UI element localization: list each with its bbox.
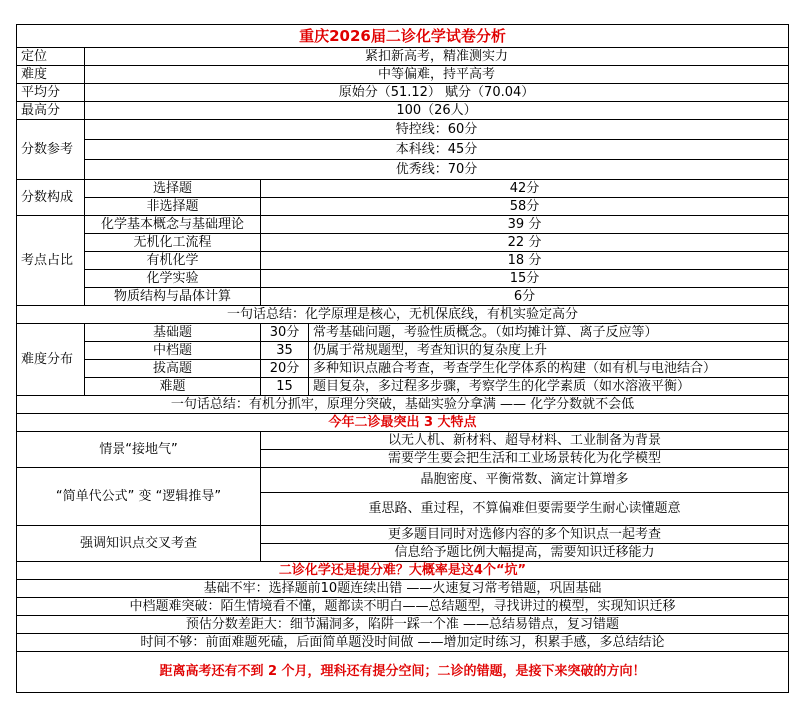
difficulty-level: 拔高题	[85, 360, 261, 378]
difficulty-level: 难题	[85, 378, 261, 396]
score-reference-label: 分数参考	[17, 120, 85, 180]
composition-score: 58分	[261, 198, 789, 216]
difficulty-level-row	[17, 378, 789, 396]
feature-label: 强调知识点交叉考查	[17, 526, 261, 562]
pitfall-item: 预估分数差距大：细节漏洞多，陷阱一踩一个准 ——总结易错点，复习错题	[17, 616, 789, 634]
difficulty-value: 中等偏难，持平高考	[85, 66, 789, 84]
positioning-label: 定位	[17, 48, 85, 66]
score-reference-line: 特控线：60分	[85, 120, 789, 140]
highest-row	[17, 102, 789, 120]
positioning-row	[17, 48, 789, 66]
positioning-value: 紧扣新高考，精准测实力	[85, 48, 789, 66]
difficulty-level: 基础题	[85, 324, 261, 342]
topic-score: 15分	[261, 270, 789, 288]
highest-label: 最高分	[17, 102, 85, 120]
composition-name: 选择题	[85, 180, 261, 198]
closing-note: 距离高考还有不到 2 个月，理科还有提分空间；二诊的错题，是接下来突破的方向！	[17, 652, 789, 693]
score-reference-row	[17, 160, 789, 180]
topic-score: 6分	[261, 288, 789, 306]
topic-score: 39 分	[261, 216, 789, 234]
topic-name: 化学基本概念与基础理论	[85, 216, 261, 234]
topic-row	[17, 270, 789, 288]
average-value: 原始分（51.12） 赋分（70.04）	[85, 84, 789, 102]
difficulty-distribution-label: 难度分布	[17, 324, 85, 396]
difficulty-score: 30分	[261, 324, 309, 342]
composition-score: 42分	[261, 180, 789, 198]
feature-point: 需要学生要会把生活和工业场景转化为化学模型	[261, 450, 789, 468]
topic-name: 无机化工流程	[85, 234, 261, 252]
topic-row	[17, 234, 789, 252]
feature-point: 信息给予题比例大幅提高，需要知识迁移能力	[261, 544, 789, 562]
pitfall-row	[17, 598, 789, 616]
pitfalls-title: 二诊化学还是提分难？大概率是这4个“坑”	[17, 562, 789, 580]
difficulty-row	[17, 66, 789, 84]
highest-value: 100（26人）	[85, 102, 789, 120]
score-reference-line: 本科线：45分	[85, 140, 789, 160]
section-title-row	[17, 414, 789, 432]
difficulty-desc: 仍属于常规题型，考查知识的复杂度上升	[309, 342, 789, 360]
section-title-row	[17, 562, 789, 580]
pitfall-item: 基础不牢：选择题前10题连续出错 ——火速复习常考错题，巩固基础	[17, 580, 789, 598]
composition-row	[17, 198, 789, 216]
difficulty-score: 35	[261, 342, 309, 360]
topic-row	[17, 288, 789, 306]
average-label: 平均分	[17, 84, 85, 102]
difficulty-desc: 题目复杂，多过程多步骤，考察学生的化学素质（如水溶液平衡）	[309, 378, 789, 396]
difficulty-desc: 常考基础问题，考验性质概念。（如均摊计算、离子反应等）	[309, 324, 789, 342]
topics-label: 考点占比	[17, 216, 85, 306]
difficulty-score: 15	[261, 378, 309, 396]
feature-row	[17, 526, 789, 544]
pitfall-item: 时间不够：前面难题死磕，后面简单题没时间做 ——增加定时练习，积累手感，多总结结论	[17, 634, 789, 652]
closing-row	[17, 652, 789, 693]
topic-row	[17, 252, 789, 270]
features-title: 今年二诊最突出 3 大特点	[17, 414, 789, 432]
score-reference-row	[17, 140, 789, 160]
score-reference-line: 优秀线：70分	[85, 160, 789, 180]
score-reference-row	[17, 120, 789, 140]
feature-point: 更多题目同时对选修内容的多个知识点一起考查	[261, 526, 789, 544]
average-row	[17, 84, 789, 102]
topic-row	[17, 216, 789, 234]
difficulty-level-row	[17, 324, 789, 342]
feature-label: “简单代公式” 变 “逻辑推导”	[17, 468, 261, 526]
composition-name: 非选择题	[85, 198, 261, 216]
difficulty-label: 难度	[17, 66, 85, 84]
summary-one: 一句话总结：化学原理是核心，无机保底线，有机实验定高分	[17, 306, 789, 324]
feature-point: 以无人机、新材料、超导材料、工业制备为背景	[261, 432, 789, 450]
topic-score: 22 分	[261, 234, 789, 252]
feature-label: 情景“接地气”	[17, 432, 261, 468]
topic-name: 有机化学	[85, 252, 261, 270]
pitfall-row	[17, 616, 789, 634]
difficulty-level: 中档题	[85, 342, 261, 360]
pitfall-row	[17, 580, 789, 598]
difficulty-level-row	[17, 360, 789, 378]
summary-row	[17, 306, 789, 324]
pitfall-item: 中档题难突破：陌生情境看不懂，题都读不明白——总结题型，寻找讲过的模型，实现知识迁移	[17, 598, 789, 616]
difficulty-level-row	[17, 342, 789, 360]
summary-row	[17, 396, 789, 414]
score-composition-label: 分数构成	[17, 180, 85, 216]
difficulty-desc: 多种知识点融合考查，考查学生化学体系的构建（如有机与电池结合）	[309, 360, 789, 378]
topic-name: 物质结构与晶体计算	[85, 288, 261, 306]
pitfall-row	[17, 634, 789, 652]
feature-row	[17, 432, 789, 450]
difficulty-score: 20分	[261, 360, 309, 378]
page-title: 重庆2026届二诊化学试卷分析	[17, 25, 789, 48]
composition-row	[17, 180, 789, 198]
feature-point: 重思路、重过程，不算偏难但要需要学生耐心读懂题意	[261, 493, 789, 526]
topic-name: 化学实验	[85, 270, 261, 288]
topic-score: 18 分	[261, 252, 789, 270]
feature-row	[17, 468, 789, 493]
feature-point: 晶胞密度、平衡常数、滴定计算增多	[261, 468, 789, 493]
summary-two: 一句话总结：有机分抓牢，原理分突破，基础实验分拿满 —— 化学分数就不会低	[17, 396, 789, 414]
analysis-table	[16, 24, 789, 693]
title-row	[17, 25, 789, 48]
